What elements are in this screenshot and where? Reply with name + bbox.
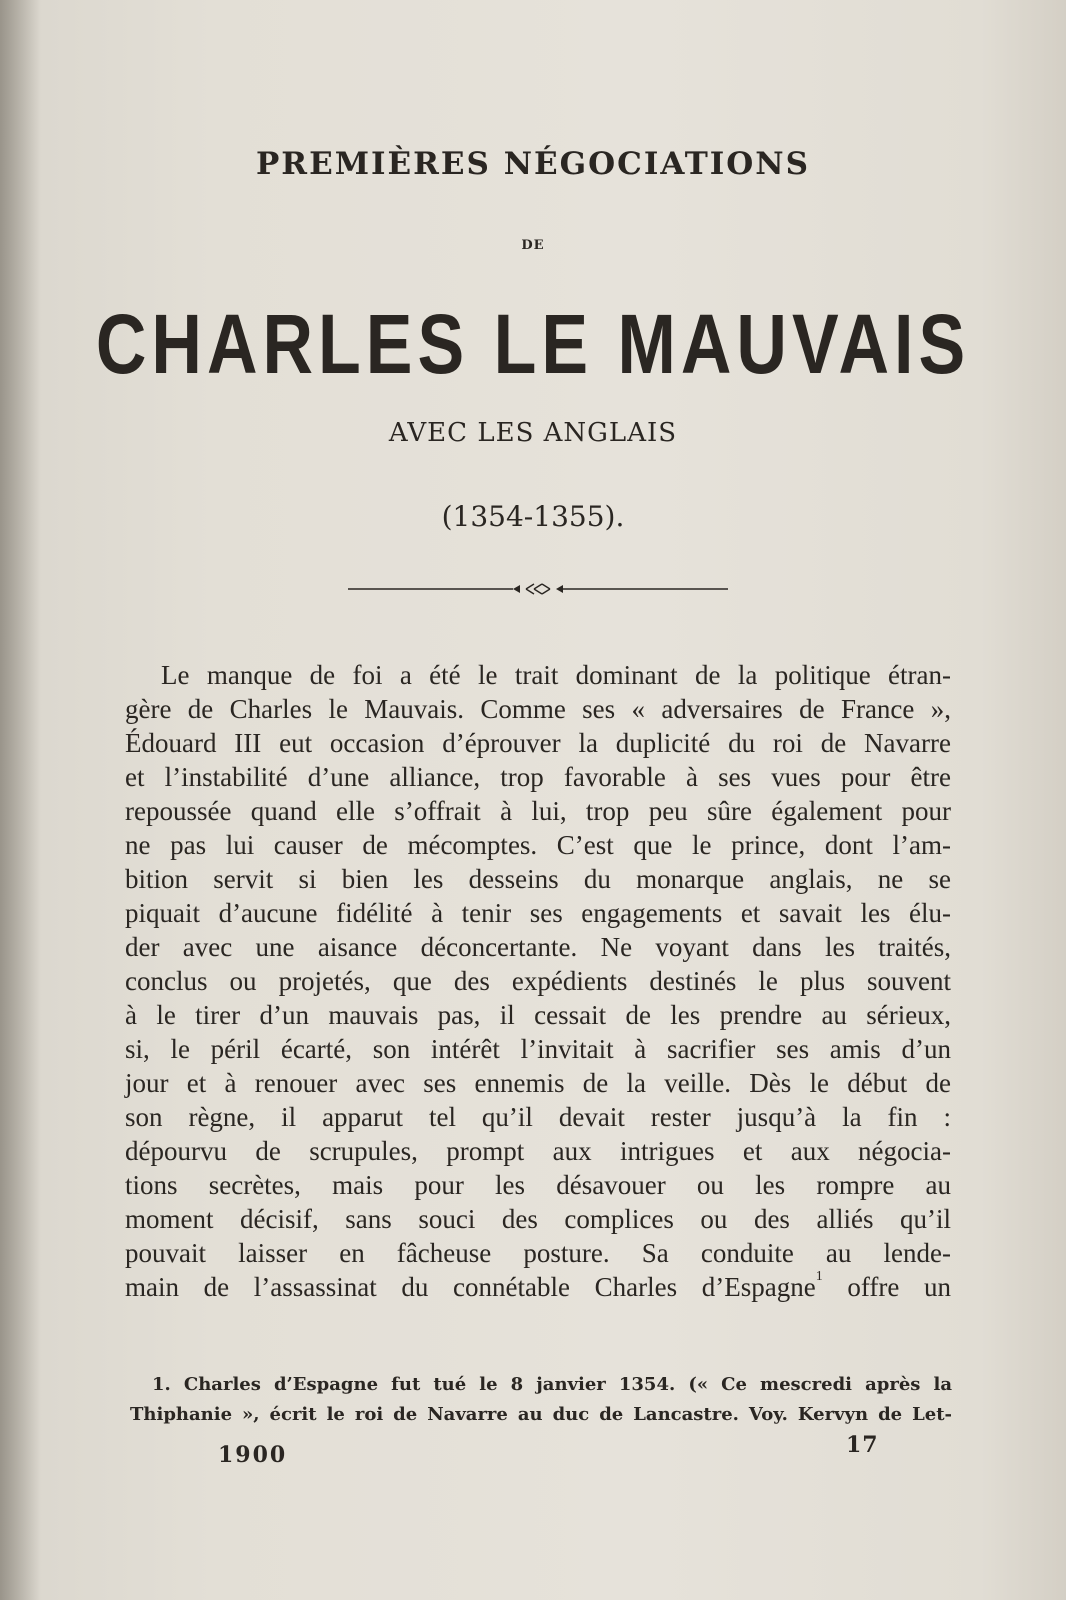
body-line-last xyxy=(125,1270,951,1304)
body-line: conclus ou projetés, que des expédients destinés le plus souvent xyxy=(125,966,951,996)
body-line: der avec une aisance déconcertante. Ne voyant dans les traités, xyxy=(125,932,951,962)
body-line: à le tirer d’un mauvais pas, il cessait de les prendre au sérieux, xyxy=(125,1000,951,1030)
signature-year: 1900 xyxy=(218,1442,288,1468)
body-paragraph xyxy=(125,658,951,1304)
body-line: dépourvu de scrupules, prompt aux intrigues et aux négocia- xyxy=(125,1136,951,1166)
body-line: bition servit si bien les desseins du monarque anglais, ne se xyxy=(125,864,951,894)
body-line-last-text: main de l’assassinat du connétable Charles d’Espagne xyxy=(125,1272,816,1302)
ornament-divider xyxy=(348,582,728,596)
body-line-last-end: offre un xyxy=(822,1272,951,1302)
footnote-marker: 1 xyxy=(815,1269,823,1284)
body-line: moment décisif, sans souci des complices ou des alliés qu’il xyxy=(125,1204,951,1234)
signature-sheet-number: 17 xyxy=(846,1432,879,1458)
footnote-line: 1. Charles d’Espagne fut tué le 8 janvier 1354. (« Ce mescredi après la xyxy=(152,1374,952,1395)
body-line: ne pas lui causer de mécomptes. C’est que le prince, dont l’am- xyxy=(125,830,951,860)
body-line: jour et à renouer avec ses ennemis de la veille. Dès le début de xyxy=(125,1068,951,1098)
title-main: CHARLES LE MAUVAIS xyxy=(95,297,971,391)
title-date: (1354-1355). xyxy=(441,500,625,533)
body-line: pouvait laisser en fâcheuse posture. Sa conduite au lende- xyxy=(125,1238,951,1268)
title-top: PREMIÈRES NÉGOCIATIONS xyxy=(256,146,810,182)
footnote xyxy=(130,1370,952,1430)
body-line: repoussée quand elle s’offrait à lui, trop peu sûre également pour xyxy=(125,796,951,826)
body-line: son règne, il apparut tel qu’il devait rester jusqu’à la fin : xyxy=(125,1102,951,1132)
title-sub: AVEC LES ANGLAIS xyxy=(388,418,678,448)
body-line: piquait d’aucune fidélité à tenir ses engagements et savait les élu- xyxy=(125,898,951,928)
body-line: et l’instabilité d’une alliance, trop favorable à ses vues pour être xyxy=(125,762,951,792)
body-line: si, le péril écarté, son intérêt l’invitait à sacrifier ses amis d’un xyxy=(125,1034,951,1064)
body-line: tions secrètes, mais pour les désavouer ou les rompre au xyxy=(125,1170,951,1200)
body-line: Le manque de foi a été le trait dominant de la politique étran- xyxy=(161,660,951,690)
footnote-line: Thiphanie », écrit le roi de Navarre au duc de Lancastre. Voy. Kervyn de Let- xyxy=(130,1404,952,1425)
title-de: DE xyxy=(521,238,545,253)
body-line: gère de Charles le Mauvais. Comme ses « adversaires de France », xyxy=(125,694,951,724)
body-line: Édouard III eut occasion d’éprouver la duplicité du roi de Navarre xyxy=(125,728,951,758)
